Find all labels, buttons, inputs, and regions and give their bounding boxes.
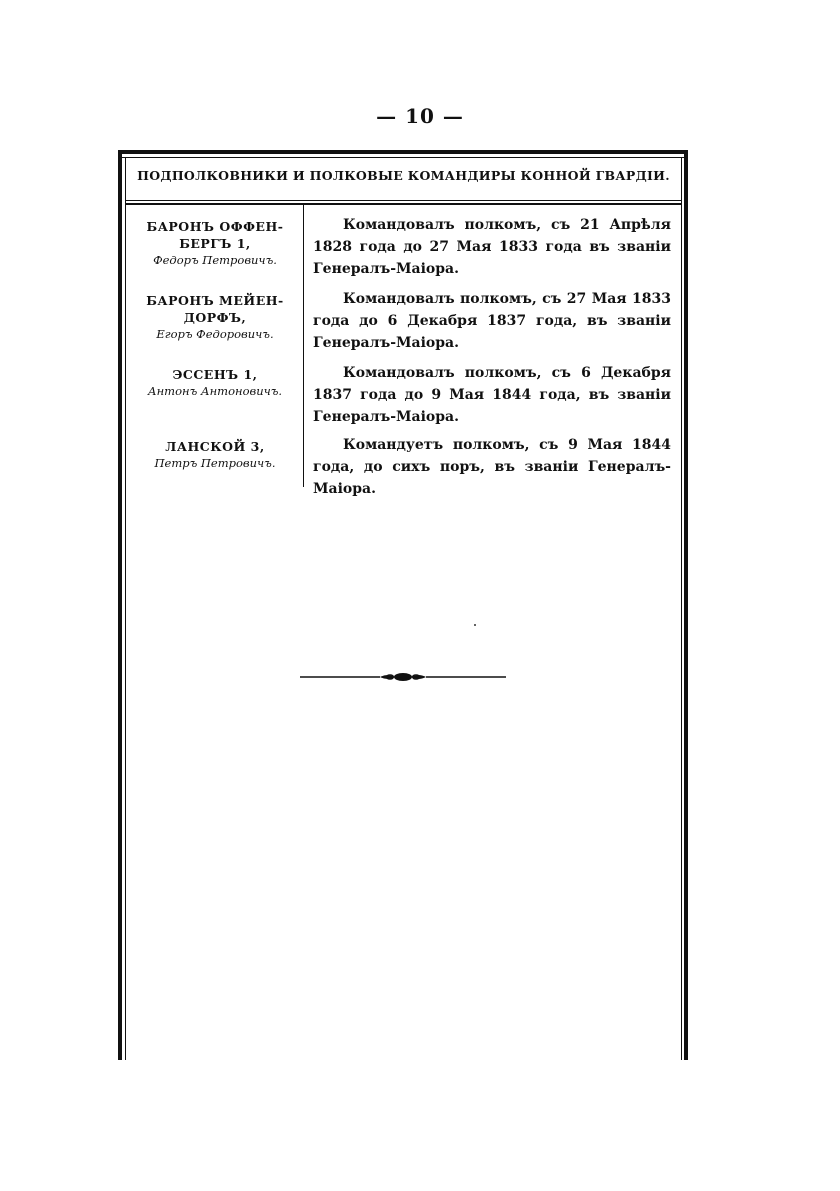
service-record: Командовалъ полкомъ, съ 6 Декабря 1837 года до 9 Мая 1844 года, въ званіи Генералъ-Маіора. (313, 365, 671, 425)
officer-entry (132, 218, 298, 269)
service-record: Командуетъ полкомъ, съ 9 Мая 1844 года, до сихъ поръ, въ званіи Генералъ-Маіора. (313, 437, 671, 497)
frame-left-thin (125, 157, 126, 1060)
officer-given-name: Антонъ Антоновичъ. (147, 384, 283, 398)
header-divider-double (126, 203, 681, 205)
officer-surname: БАРОНЪ ОФФЕН- (146, 219, 284, 234)
officer-surname: ЭССЕНЪ 1, (172, 367, 258, 382)
officer-surname: БЕРГЪ 1, (179, 236, 251, 251)
frame-left-thick (118, 150, 122, 1060)
frame-right-thick (684, 150, 688, 1060)
stray-mark (474, 624, 476, 626)
officer-given-name: Егоръ Федоровичъ. (156, 327, 274, 341)
officer-surname: БАРОНЪ МЕЙЕН- (146, 293, 284, 308)
officer-entry (132, 292, 298, 343)
officer-given-name: Петръ Петровичъ. (154, 456, 276, 470)
officer-surname: ДОРФЪ, (183, 310, 247, 325)
page-number: — 10 — (376, 104, 464, 128)
frame-top-thin (120, 157, 688, 158)
officer-entry (132, 438, 298, 472)
frame-top-thick (120, 150, 688, 154)
frame-right-thin (681, 157, 682, 1060)
service-record: Командовалъ полкомъ, съ 21 Апрѣля 1828 года до 27 Мая 1833 года въ званіи Генералъ-Маіора. (313, 217, 671, 277)
table-heading: ПОДПОЛКОВНИКИ И ПОЛКОВЫЕ КОМАНДИРЫ КОННОЙ ГВАРДІИ. (137, 168, 670, 183)
column-divider (303, 205, 304, 487)
ornament-divider (300, 669, 506, 685)
officer-surname: ЛАНСКОЙ 3, (165, 439, 265, 454)
header-divider (126, 200, 681, 201)
officer-entry (132, 366, 298, 400)
service-record: Командовалъ полкомъ, съ 27 Мая 1833 года до 6 Декабря 1837 года, въ званіи Генералъ-Маіора. (313, 291, 671, 351)
officer-given-name: Федоръ Петровичъ. (153, 253, 277, 267)
